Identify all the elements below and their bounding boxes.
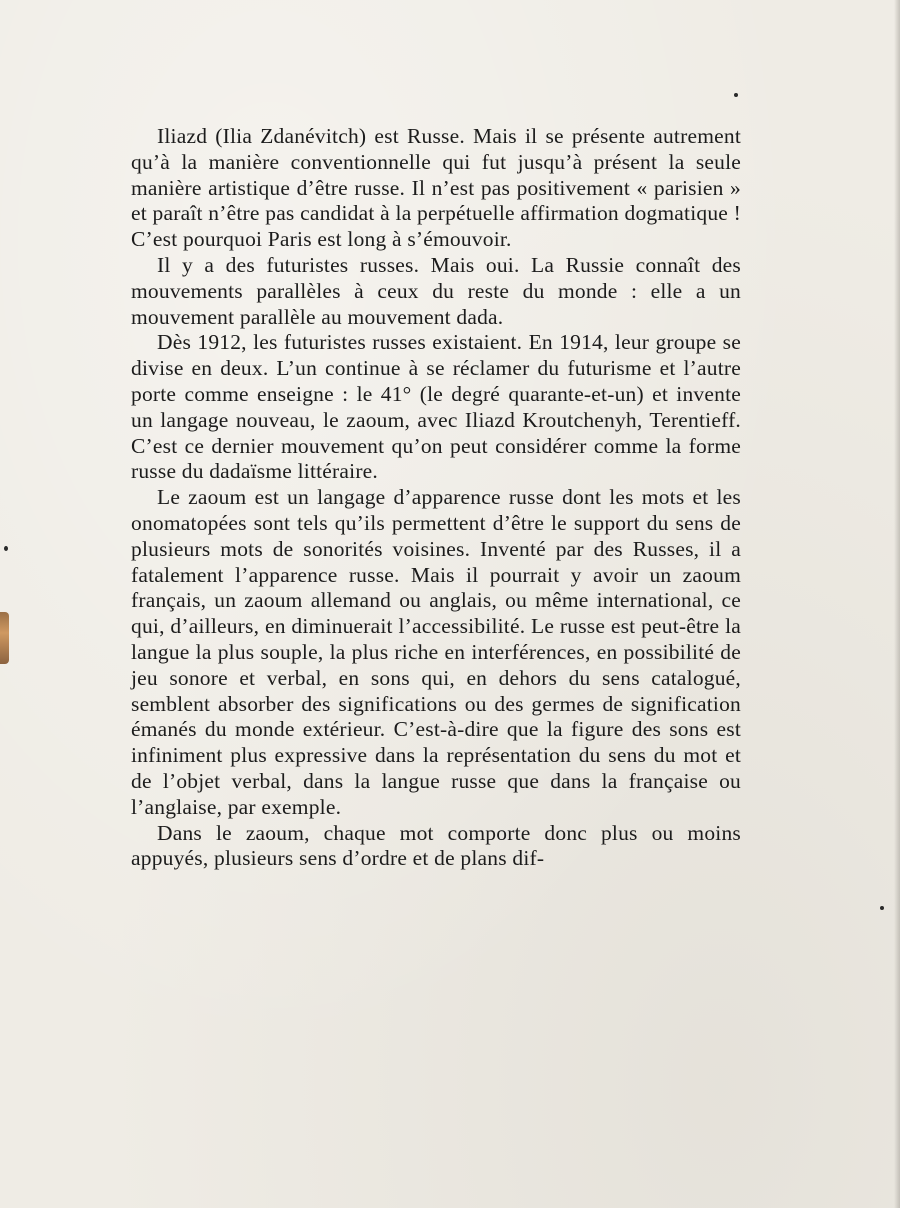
paragraph-5: Dans le zaoum, chaque mot comporte donc plus ou moins appuyés, plusieurs sens d’ordre et de plans dif- xyxy=(131,820,741,871)
ink-speck xyxy=(4,546,8,551)
paragraph-2: Il y a des futuristes russes. Mais oui. La Russie connaît des mouvements parallèles à ceux du reste du monde : elle a un mouvement parallèle au mouvement dada. xyxy=(131,252,741,329)
binding-stain xyxy=(0,612,9,664)
page-edge-shadow xyxy=(894,0,900,1208)
paragraph-1: Iliazd (Ilia Zdanévitch) est Russe. Mais il se présente autrement qu’à la manière conventionnelle qui fut jusqu’à présent la seule manière artistique d’être russe. Il n’est pas positivement « parisien » et paraît n’être pas candidat à la perpétuelle affirmation dogmatique ! C’est pourquoi Paris est long à s’émouvoir. xyxy=(131,124,741,252)
paragraph-3: Dès 1912, les futuristes russes existaient. En 1914, leur groupe se divise en deux. L’un continue à se réclamer du futurisme et l’autre porte comme enseigne : le 41° (le degré quarante-et-un) et invente un langage nouveau, le zaoum, avec Iliazd Kroutchenyh, Terentieff. C’est ce dernier mouvement qu’on peut considérer comme la forme russe du dadaïsme littéraire. xyxy=(131,330,741,484)
ink-speck xyxy=(734,93,738,97)
paragraph-4: Le zaoum est un langage d’apparence russe dont les mots et les onomatopées sont tels qu’ils permettent d’être le support du sens de plusieurs mots de sonorités voisines. Inventé par des Russes, il a fatalement l’apparence russe. Mais il pourrait y avoir un zaoum français, un zaoum allemand ou anglais, ou même international, ce qui, d’ailleurs, en diminuerait l’accessibilité. Le russe est peut-être la langue la plus souple, la plus riche en interférences, en possibilité de jeu sonore et verbal, en sons qui, en dehors du sens catalogué, semblent absorber des significations ou des germes de signification émanés du monde extérieur. C’est-à-dire que la figure des sons est infiniment plus expressive dans la représentation du sens du mot et de l’objet verbal, dans la langue russe que dans la française ou l’anglaise, par exemple. xyxy=(131,485,741,819)
ink-speck xyxy=(880,906,884,910)
body-text xyxy=(131,124,741,872)
